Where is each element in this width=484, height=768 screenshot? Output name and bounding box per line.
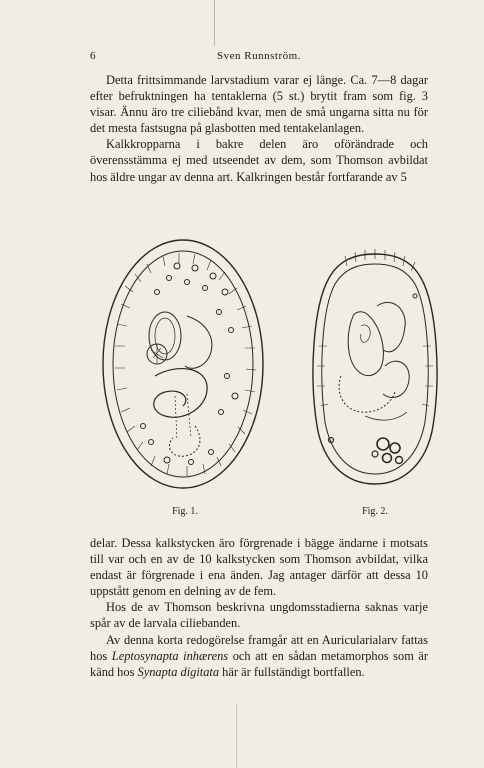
text-run: Av denna korta redogörelse framgår att en Auricularialarv fattas hos (90, 632, 428, 663)
text-block-bottom (90, 535, 428, 680)
text-block-top (90, 72, 428, 185)
page-number: 6 (90, 50, 96, 62)
text-run: och att en sådan metamorphos som är känd hos (90, 648, 429, 679)
running-title: Sven Runnström. (217, 50, 301, 62)
paragraph: Detta frittsimmande larvstadium varar ej länge. Ca. 7—8 dagar efter befruktningen ha tentaklerna (5 st.) brytit fram som fig. 3 visar. Ännu äro tre ciliebånd kvar, men de små ungarna sitta nu för det mesta fastsugna på glasbotten med tentakelanlagen. (90, 73, 428, 136)
figure-1 (95, 226, 275, 516)
figure-2-caption: Fig. 2. (362, 506, 388, 517)
page-fold-line (214, 0, 215, 46)
figure-2 (295, 226, 455, 516)
paragraph: delar. Dessa kalkstycken äro förgrenade i bägge ändarne i motsats till var och en av de 10 kalkstycken som Thomson avbildat, vilka endast är förgrenade i ena änden. Jag antager därför att dessa 10 uppstått genom en delning av de fem. (90, 536, 428, 599)
figure-1-drawing (95, 226, 275, 498)
figure-2-drawing (295, 226, 455, 498)
page-header (90, 50, 428, 66)
paragraph (90, 632, 428, 680)
page-fold-line (236, 704, 237, 768)
text-run: här är fullständigt bortfallen. (219, 664, 365, 679)
figure-1-caption: Fig. 1. (172, 506, 198, 517)
paragraph: Kalkkropparna i bakre delen äro oförändrade och överensstämma ej med utseendet av dem, som Thomson avbildat hos äldre ungar av denna art. Kalkringen består fortfarande av 5 (90, 137, 428, 184)
paragraph: Hos de av Thomson beskrivna ungdomsstadierna saknas varje spår av de larvala ciliebanden. (90, 600, 428, 631)
species-name: Leptosynapta inhærens (111, 648, 229, 663)
species-name: Synapta digitata (137, 664, 220, 679)
